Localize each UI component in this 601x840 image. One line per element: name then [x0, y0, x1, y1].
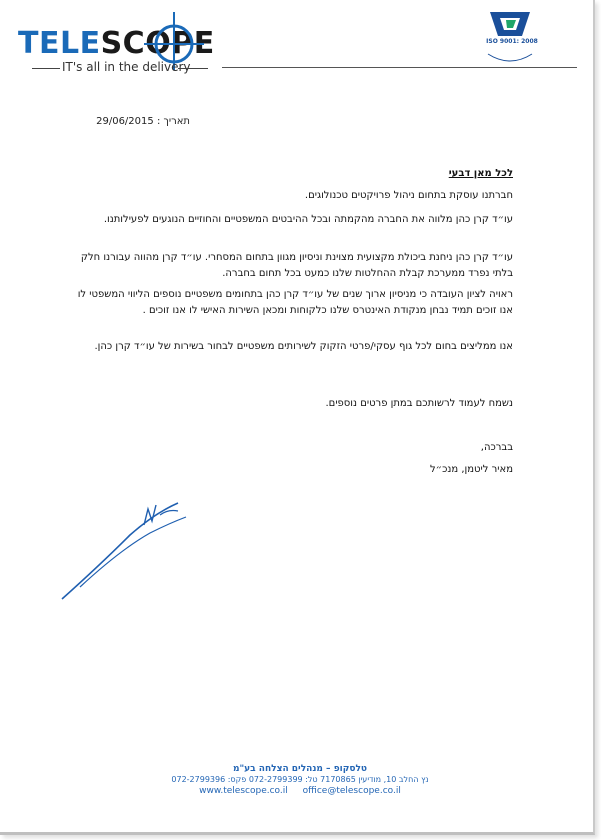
paragraph-2: עו״ד קרן כהן מלווה את החברה מהקמתה ובכל ההיבטים המשפטיים והחוזיים הנוגעים לפעילותנו.: [103, 214, 513, 225]
date-label: תאריך :: [156, 116, 190, 127]
footer-contacts: [150, 786, 450, 796]
header-rule: [222, 67, 577, 68]
salutation: לכל מאן דבעי: [448, 168, 513, 179]
date-row: [96, 116, 190, 127]
tagline-rule-right: [178, 68, 208, 69]
paragraph-4: ראויה לציון העובדה כי מניסיון ארוך שנים של עו״ד קרן כהן בתחומים משפטיים נוספים הליווי המשפטי לו אנו זוכים תמיד נבחן מנקודת האינטרס שלנו כלקוחות ומכאן השירות האישי לו אנו זוכים .: [77, 289, 513, 316]
logo-tagline: IT's all in the delivery: [62, 60, 191, 74]
letterhead-footer: [150, 764, 450, 796]
telescope-logo: [18, 8, 223, 74]
footer-website: www.telescope.co.il: [199, 786, 288, 796]
logo-part-tele: TELE: [18, 26, 101, 61]
footer-address: נץ החלב 10, מודיעין 7170865 טל: 072-2799399 פקס: 072-2799396: [171, 775, 429, 784]
tagline-rule-left: [32, 68, 60, 69]
paragraph-6: נשמח לעמוד לרשותכם במתן פרטים נוספים.: [325, 398, 513, 409]
iso-label: ISO 9001: 2008: [486, 38, 538, 45]
date-value: 29/06/2015: [96, 116, 154, 127]
handwritten-signature: [60, 495, 200, 605]
paragraph-1: חברתנו עוסקת בתחום ניהול פרויקטים טכנולוגים.: [304, 190, 513, 201]
logo-part-scope: SCOPE: [100, 26, 215, 61]
closing-line: בברכה,: [480, 442, 513, 453]
paragraph-5: אנו ממליצים בחום לכל גוף עסקי/פרטי הזקוק לשירותים משפטיים לבחור בשירות של עו״ד קרן כהן.: [94, 341, 513, 352]
footer-company: טלסקופ – מנהלים הצלחה בע"מ: [232, 764, 368, 774]
paragraph-3: עו״ד קרן כהן ניחנת ביכולת מקצועית מצוינת וניסיון מגוון בתחום המסחרי. עו״ד קרן מהווה עבורנו חלק בלתי נפרד ממערכת קבלת ההחלטות שלנו כמעט בכל תחום בחברה.: [80, 252, 513, 279]
footer-email: office@telescope.co.il: [302, 786, 401, 796]
signer-name: מאיר ליטמן, מנכ״ל: [429, 464, 513, 475]
